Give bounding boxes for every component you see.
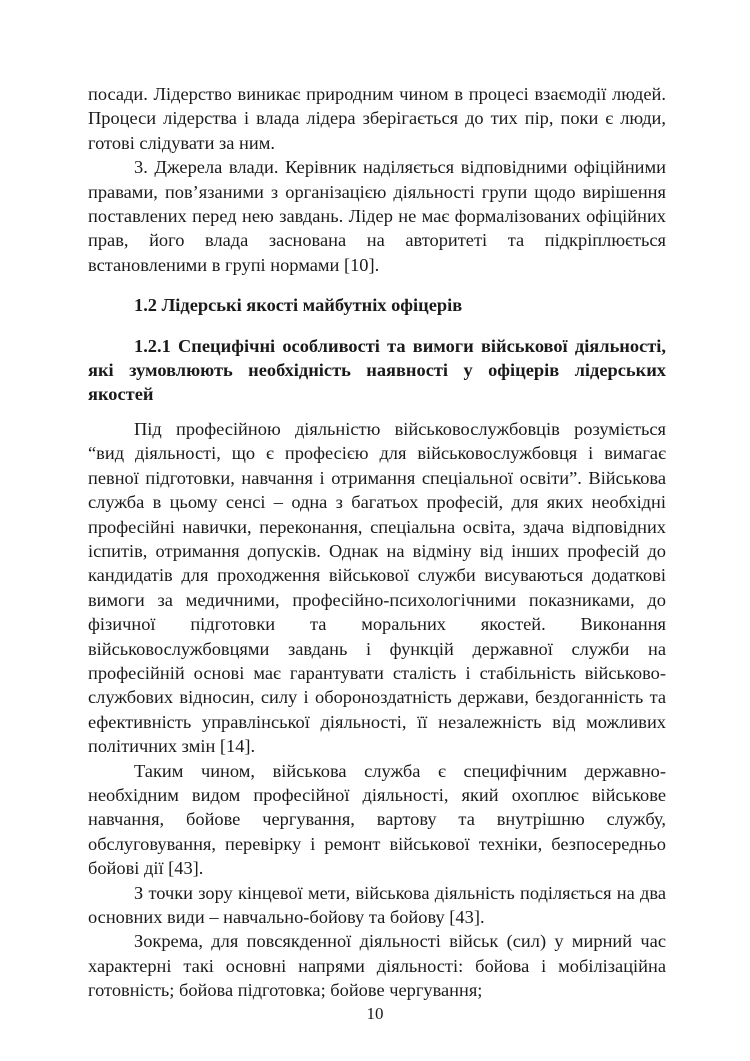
page-body (88, 82, 666, 1003)
paragraph-continued: посади. Лідерство виникає природним чином в процесі взаємодії людей. Процеси лідерства і влада лідера зберігається до тих пір, поки є люди, готові слідувати за ним. (88, 84, 666, 153)
page-number: 10 (366, 1004, 384, 1023)
paragraph-sources-of-power: 3. Джерела влади. Керівник наділяється відповідними офіційними правами, пов’язаними з організацією діяльності групи щодо вирішення поставлених перед нею завдань. Лідер не має формалізованих офіційних прав, його влада заснована на авторитеті та підкріплюється встановленими в групі нормами [10]. (88, 157, 666, 275)
subsection-heading: 1.2.1 Специфічні особливості та вимоги військової діяльності, які зумовлюють необхідність наявності у офіцерів лідерських якостей (88, 335, 666, 405)
spacer (88, 407, 666, 417)
spacer (88, 277, 666, 293)
paragraph-in-particular: Зокрема, для повсякденної діяльності військ (сил) у мирний час характерні такі основні напрями діяльності: бойова і мобілізаційна готовність; бойова підготовка; бойове чергування; (88, 931, 666, 1001)
paragraph-final-goal: З точки зору кінцевої мети, військова діяльність поділяється на два основних види – навчально-бойову та бойову [43]. (88, 882, 666, 927)
section-heading: 1.2 Лідерські якості майбутніх офіцерів (134, 295, 463, 316)
paragraph-thus: Таким чином, військова служба є специфічним державно-необхідним видом професійної діяльності, який охоплює військове навчання, бойове чергування, вартову та внутрішню службу, обслуговування, перевірку і ремонт військової техніки, безпосередньо бойові дії [43]. (88, 760, 666, 879)
paragraph-professional-activity: Під професійною діяльністю військовослужбовців розуміється “вид діяльності, що є професією для військовослужбовця і вимагає певної підготовки, навчання і отримання спеціальної освіти”. Військова служба в цьому сенсі – одна з багатьох професій, для яких необхідні професійні навички, переконання, спеціальна освіта, здача відповідних іспитів, отримання допусків. Однак на відміну від інших професій до кандидатів для проходження військової служби висуваються додаткові вимоги за медичними, професійно-психологічними показниками, до фізичної підготовки та моральних якостей. Виконання військовослужбовцями завдань і функцій державної служби на професійній основі має гарантувати сталість і стабільність військово-службових відносин, силу і обороноздатність держави, бездоганність та ефективність управлінської діяльності, її незалежність від можливих політичних змін [14]. (88, 418, 666, 757)
spacer (88, 318, 666, 334)
